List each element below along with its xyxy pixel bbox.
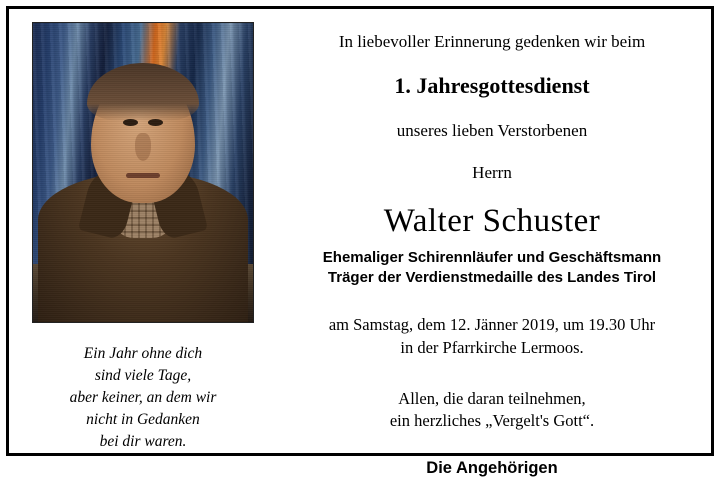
signoff-text: Die Angehörigen	[426, 459, 558, 478]
deceased-name: Walter Schuster	[383, 203, 601, 240]
portrait-photo	[32, 22, 254, 323]
invitation-line: ein herzliches „Vergelt's Gott“.	[389, 411, 595, 431]
right-column	[277, 9, 711, 478]
deceased-titles	[323, 248, 661, 288]
title-line: Träger der Verdienstmedaille des Landes Tirol	[327, 269, 657, 287]
notice-content	[9, 9, 711, 478]
verse-line: Ein Jahr ohne dich	[83, 345, 203, 362]
verse-line: bei dir waren.	[99, 433, 187, 450]
photo-eye-right	[148, 119, 163, 126]
left-column	[9, 9, 277, 453]
photo-mouth	[126, 173, 160, 178]
datetime-line: am Samstag, dem 12. Jänner 2019, um 19.30 Uhr	[328, 314, 656, 334]
invitation-text	[390, 388, 594, 434]
service-headline: 1. Jahresgottesdienst	[394, 73, 590, 99]
memorial-verse	[70, 343, 217, 453]
location-line: in der Pfarrkirche Lermoos.	[400, 337, 584, 357]
photo-nose	[135, 133, 151, 161]
intro-text: In liebevoller Erinnerung gedenken wir beim	[338, 32, 646, 51]
service-datetime	[329, 314, 655, 360]
salutation-text: Herrn	[472, 163, 512, 183]
photo-eye-left	[123, 119, 138, 126]
title-line: Ehemaliger Schirennläufer und Geschäftsmann	[322, 249, 662, 267]
verse-line: nicht in Gedanken	[86, 411, 200, 428]
invitation-line: Allen, die daran teilnehmen,	[398, 388, 586, 408]
verse-line: aber keiner, an dem wir	[69, 389, 217, 406]
verse-line: sind viele Tage,	[94, 367, 192, 384]
subject-text: unseres lieben Verstorbenen	[396, 121, 588, 141]
